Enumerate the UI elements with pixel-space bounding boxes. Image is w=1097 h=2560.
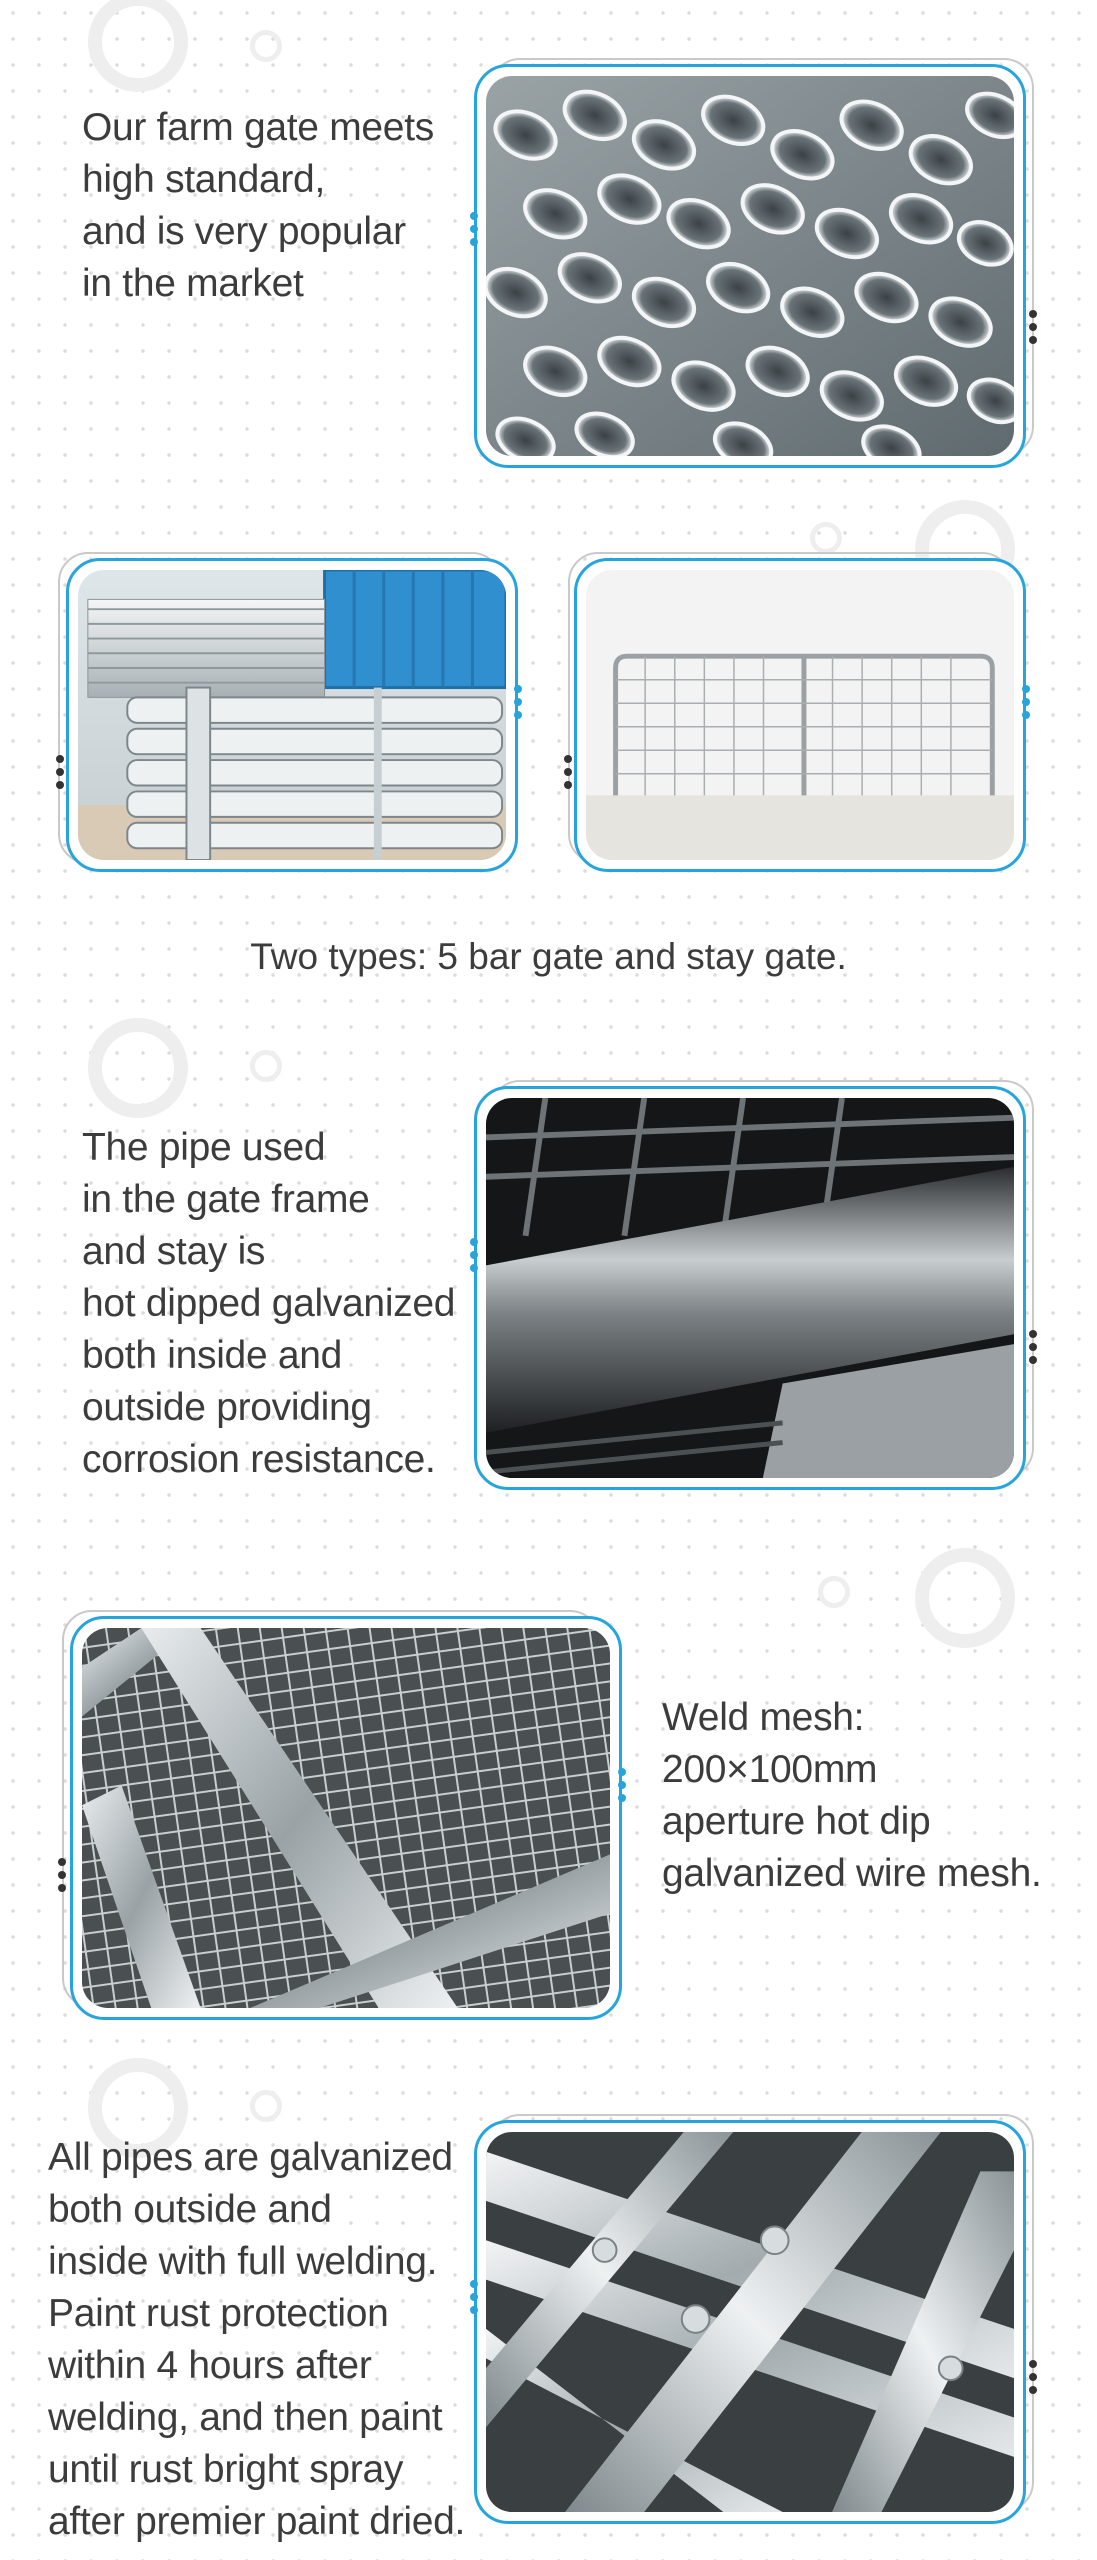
image-frame [474, 64, 1026, 468]
welded-mesh-panel-image [82, 1628, 610, 2008]
text-line: Our farm gate meets [82, 106, 434, 149]
weld-mesh-text [662, 1692, 1042, 1900]
image-frame [474, 1086, 1026, 1490]
decorative-ring-small [250, 30, 282, 62]
galvanized-pipe-bundle-image [486, 76, 1014, 456]
text-line: in the market [82, 262, 304, 305]
five-bar-gate-stack-image [78, 570, 506, 860]
text-line: 200×100mm [662, 1748, 878, 1791]
frame-dots-right [618, 1768, 626, 1807]
decorative-ring-small [250, 1050, 282, 1082]
text-line: high standard, [82, 158, 325, 201]
text-line: within 4 hours after [48, 2344, 372, 2387]
frame-dots-right [514, 685, 522, 724]
image-frame [66, 558, 518, 872]
text-line: both outside and [48, 2188, 332, 2231]
text-line: both inside and [82, 1334, 343, 1377]
text-line: welding, and then paint [48, 2396, 443, 2439]
section-full-welding [0, 2060, 1097, 2560]
image-frame [70, 1616, 622, 2020]
decorative-ring [88, 1018, 188, 1118]
welding-description-text [48, 2132, 465, 2548]
frame-dots-left [564, 755, 572, 794]
text-line: All pipes are galvanized [48, 2136, 453, 2179]
image-frame [474, 2120, 1026, 2524]
pipe-description-text [82, 1122, 455, 1486]
frame-dots-right [1029, 2360, 1037, 2399]
frame-dots-left [470, 2280, 478, 2319]
image-frame [574, 558, 1026, 872]
frame-dots-left [470, 1238, 478, 1277]
text-line: after premier paint dried. [48, 2500, 466, 2543]
stay-gate-with-mesh-image [586, 570, 1014, 860]
text-line: Paint rust protection [48, 2292, 389, 2335]
welded-pipe-joints-image [486, 2132, 1014, 2512]
decorative-ring-small [818, 1576, 850, 1608]
text-line: and is very popular [82, 210, 406, 253]
text-line: hot dipped galvanized [82, 1282, 456, 1325]
frame-dots-left [470, 212, 478, 251]
text-line: in the gate frame [82, 1178, 370, 1221]
text-line: outside providing [82, 1386, 372, 1429]
gate-types-caption: Two types: 5 bar gate and stay gate. [250, 936, 847, 977]
text-line: corrosion resistance. [82, 1438, 436, 1481]
decorative-ring [915, 1548, 1015, 1648]
section-weld-mesh [0, 1540, 1097, 2060]
decorative-ring-small [250, 2090, 282, 2122]
text-line: galvanized wire mesh. [662, 1852, 1042, 1895]
frame-dots-right [1029, 310, 1037, 349]
section-pipe-galvanizing [0, 1020, 1097, 1540]
text-line: and stay is [82, 1230, 266, 1273]
frame-dots-left [58, 1858, 66, 1897]
text-line: The pipe used [82, 1126, 326, 1169]
section-farm-gate-standard [0, 0, 1097, 480]
text-line: inside with full welding. [48, 2240, 438, 2283]
frame-dots-right [1022, 685, 1030, 724]
text-line: Weld mesh: [662, 1696, 865, 1739]
galvanized-pipe-closeup-image [486, 1098, 1014, 1478]
text-line: until rust bright spray [48, 2448, 404, 2491]
text-line: aperture hot dip [662, 1800, 931, 1843]
frame-dots-right [1029, 1330, 1037, 1369]
section-gate-types [0, 480, 1097, 1020]
intro-text [82, 102, 434, 310]
frame-dots-left [56, 755, 64, 794]
decorative-ring-small [810, 522, 842, 554]
decorative-ring [88, 0, 188, 92]
